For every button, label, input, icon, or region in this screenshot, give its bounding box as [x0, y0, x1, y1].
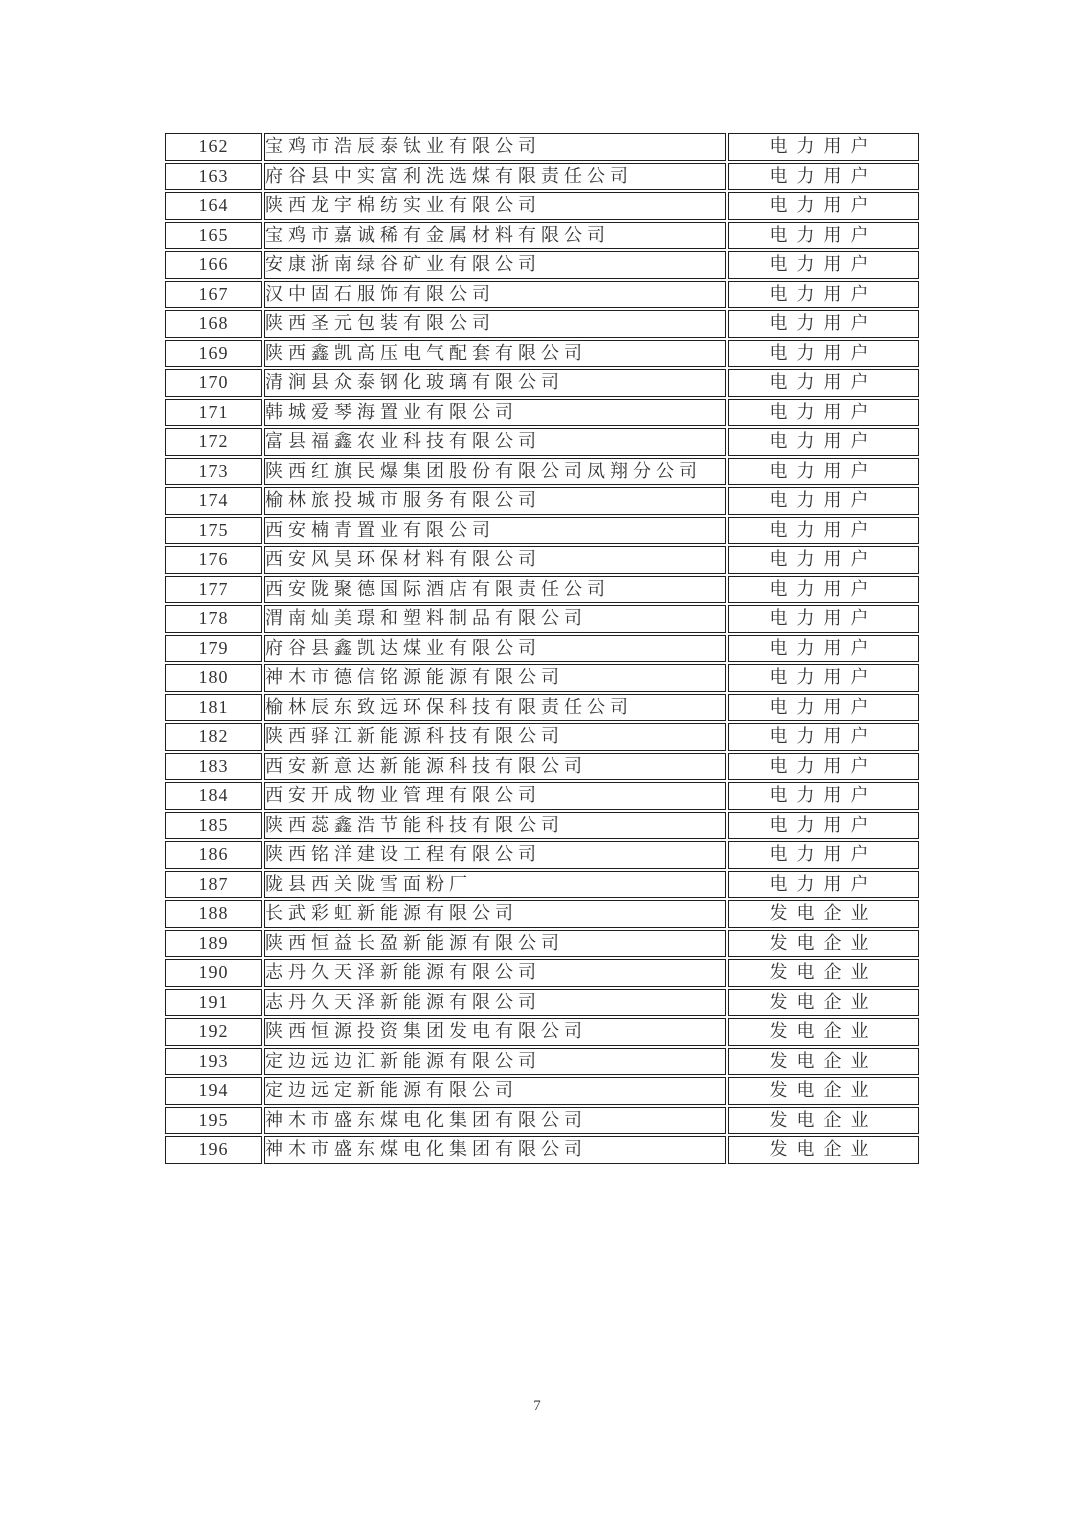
company-name-cell: 韩城爱琴海置业有限公司: [264, 399, 726, 427]
company-name-cell: 安康浙南绿谷矿业有限公司: [264, 251, 726, 279]
company-name-cell: 汉中固石服饰有限公司: [264, 281, 726, 309]
row-number-cell: 184: [165, 782, 262, 810]
category-cell: 电力用户: [728, 812, 919, 840]
company-name-cell: 陕西铭洋建设工程有限公司: [264, 841, 726, 869]
table-row: [165, 517, 919, 545]
table-row: [165, 369, 919, 397]
table-row: [165, 399, 919, 427]
table-row: [165, 723, 919, 751]
category-cell: 发电企业: [728, 1018, 919, 1046]
company-name-cell: 陕西龙宇棉纺实业有限公司: [264, 192, 726, 220]
table-row: [165, 1077, 919, 1105]
company-table: [163, 131, 921, 1166]
table-row: [165, 1107, 919, 1135]
company-name-cell: 清涧县众泰钢化玻璃有限公司: [264, 369, 726, 397]
company-name-cell: 定边远边汇新能源有限公司: [264, 1048, 726, 1076]
row-number-cell: 172: [165, 428, 262, 456]
category-cell: 发电企业: [728, 930, 919, 958]
row-number-cell: 183: [165, 753, 262, 781]
row-number-cell: 181: [165, 694, 262, 722]
company-name-cell: 西安新意达新能源科技有限公司: [264, 753, 726, 781]
table-row: [165, 251, 919, 279]
table-row: [165, 635, 919, 663]
table-row: [165, 694, 919, 722]
company-name-cell: 渭南灿美璟和塑料制品有限公司: [264, 605, 726, 633]
page-number: 7: [533, 1398, 541, 1414]
company-name-cell: 府谷县鑫凯达煤业有限公司: [264, 635, 726, 663]
table-row: [165, 989, 919, 1017]
table-row: [165, 428, 919, 456]
table-row: [165, 1048, 919, 1076]
table-row: [165, 222, 919, 250]
company-name-cell: 西安风昊环保材料有限公司: [264, 546, 726, 574]
row-number-cell: 175: [165, 517, 262, 545]
table-row: [165, 841, 919, 869]
category-cell: 电力用户: [728, 546, 919, 574]
category-cell: 电力用户: [728, 753, 919, 781]
category-cell: 发电企业: [728, 1048, 919, 1076]
company-name-cell: 神木市德信铭源能源有限公司: [264, 664, 726, 692]
category-cell: 电力用户: [728, 664, 919, 692]
company-name-cell: 宝鸡市嘉诚稀有金属材料有限公司: [264, 222, 726, 250]
company-name-cell: 志丹久天泽新能源有限公司: [264, 959, 726, 987]
company-name-cell: 富县福鑫农业科技有限公司: [264, 428, 726, 456]
category-cell: 电力用户: [728, 399, 919, 427]
row-number-cell: 171: [165, 399, 262, 427]
company-name-cell: 西安陇聚德国际酒店有限责任公司: [264, 576, 726, 604]
company-name-cell: 志丹久天泽新能源有限公司: [264, 989, 726, 1017]
row-number-cell: 174: [165, 487, 262, 515]
row-number-cell: 194: [165, 1077, 262, 1105]
table-row: [165, 340, 919, 368]
category-cell: 电力用户: [728, 782, 919, 810]
company-name-cell: 陕西驿江新能源科技有限公司: [264, 723, 726, 751]
category-cell: 电力用户: [728, 281, 919, 309]
category-cell: 电力用户: [728, 723, 919, 751]
company-name-cell: 府谷县中实富利洗选煤有限责任公司: [264, 163, 726, 191]
table-row: [165, 310, 919, 338]
company-name-cell: 陕西恒源投资集团发电有限公司: [264, 1018, 726, 1046]
category-cell: 电力用户: [728, 487, 919, 515]
category-cell: 发电企业: [728, 1136, 919, 1164]
category-cell: 电力用户: [728, 517, 919, 545]
company-name-cell: 西安楠青置业有限公司: [264, 517, 726, 545]
category-cell: 电力用户: [728, 133, 919, 161]
row-number-cell: 170: [165, 369, 262, 397]
row-number-cell: 168: [165, 310, 262, 338]
row-number-cell: 162: [165, 133, 262, 161]
row-number-cell: 187: [165, 871, 262, 899]
company-name-cell: 宝鸡市浩辰泰钛业有限公司: [264, 133, 726, 161]
category-cell: 电力用户: [728, 841, 919, 869]
category-cell: 电力用户: [728, 310, 919, 338]
row-number-cell: 189: [165, 930, 262, 958]
table-row: [165, 546, 919, 574]
table-row: [165, 192, 919, 220]
row-number-cell: 165: [165, 222, 262, 250]
row-number-cell: 173: [165, 458, 262, 486]
table-row: [165, 1018, 919, 1046]
row-number-cell: 167: [165, 281, 262, 309]
table-row: [165, 281, 919, 309]
company-name-cell: 神木市盛东煤电化集团有限公司: [264, 1136, 726, 1164]
table-row: [165, 930, 919, 958]
row-number-cell: 186: [165, 841, 262, 869]
category-cell: 发电企业: [728, 959, 919, 987]
company-name-cell: 长武彩虹新能源有限公司: [264, 900, 726, 928]
category-cell: 电力用户: [728, 635, 919, 663]
company-name-cell: 神木市盛东煤电化集团有限公司: [264, 1107, 726, 1135]
category-cell: 电力用户: [728, 192, 919, 220]
category-cell: 发电企业: [728, 1107, 919, 1135]
company-name-cell: 陕西鑫凯高压电气配套有限公司: [264, 340, 726, 368]
table-row: [165, 487, 919, 515]
table-row: [165, 959, 919, 987]
row-number-cell: 169: [165, 340, 262, 368]
category-cell: 电力用户: [728, 694, 919, 722]
table-row: [165, 900, 919, 928]
table-row: [165, 133, 919, 161]
row-number-cell: 190: [165, 959, 262, 987]
category-cell: 电力用户: [728, 163, 919, 191]
company-name-cell: 陇县西关陇雪面粉厂: [264, 871, 726, 899]
category-cell: 电力用户: [728, 576, 919, 604]
category-cell: 电力用户: [728, 369, 919, 397]
table-row: [165, 605, 919, 633]
table-row: [165, 664, 919, 692]
row-number-cell: 164: [165, 192, 262, 220]
table-row: [165, 163, 919, 191]
row-number-cell: 195: [165, 1107, 262, 1135]
row-number-cell: 193: [165, 1048, 262, 1076]
table-row: [165, 1136, 919, 1164]
table-row: [165, 753, 919, 781]
category-cell: 电力用户: [728, 458, 919, 486]
category-cell: 电力用户: [728, 340, 919, 368]
company-name-cell: 陕西圣元包装有限公司: [264, 310, 726, 338]
row-number-cell: 191: [165, 989, 262, 1017]
category-cell: 发电企业: [728, 1077, 919, 1105]
row-number-cell: 179: [165, 635, 262, 663]
row-number-cell: 196: [165, 1136, 262, 1164]
company-name-cell: 榆林旅投城市服务有限公司: [264, 487, 726, 515]
company-name-cell: 陕西红旗民爆集团股份有限公司凤翔分公司: [264, 458, 726, 486]
row-number-cell: 192: [165, 1018, 262, 1046]
row-number-cell: 163: [165, 163, 262, 191]
company-table-container: [163, 131, 913, 1166]
table-row: [165, 782, 919, 810]
row-number-cell: 166: [165, 251, 262, 279]
company-name-cell: 陕西恒益长盈新能源有限公司: [264, 930, 726, 958]
category-cell: 电力用户: [728, 222, 919, 250]
row-number-cell: 177: [165, 576, 262, 604]
category-cell: 发电企业: [728, 900, 919, 928]
company-name-cell: 陕西蕊鑫浩节能科技有限公司: [264, 812, 726, 840]
category-cell: 发电企业: [728, 989, 919, 1017]
company-name-cell: 定边远定新能源有限公司: [264, 1077, 726, 1105]
row-number-cell: 180: [165, 664, 262, 692]
table-row: [165, 812, 919, 840]
row-number-cell: 182: [165, 723, 262, 751]
category-cell: 电力用户: [728, 605, 919, 633]
table-row: [165, 576, 919, 604]
category-cell: 电力用户: [728, 251, 919, 279]
category-cell: 电力用户: [728, 428, 919, 456]
row-number-cell: 185: [165, 812, 262, 840]
category-cell: 电力用户: [728, 871, 919, 899]
table-row: [165, 871, 919, 899]
row-number-cell: 178: [165, 605, 262, 633]
company-name-cell: 西安开成物业管理有限公司: [264, 782, 726, 810]
row-number-cell: 176: [165, 546, 262, 574]
row-number-cell: 188: [165, 900, 262, 928]
company-name-cell: 榆林辰东致远环保科技有限责任公司: [264, 694, 726, 722]
table-row: [165, 458, 919, 486]
